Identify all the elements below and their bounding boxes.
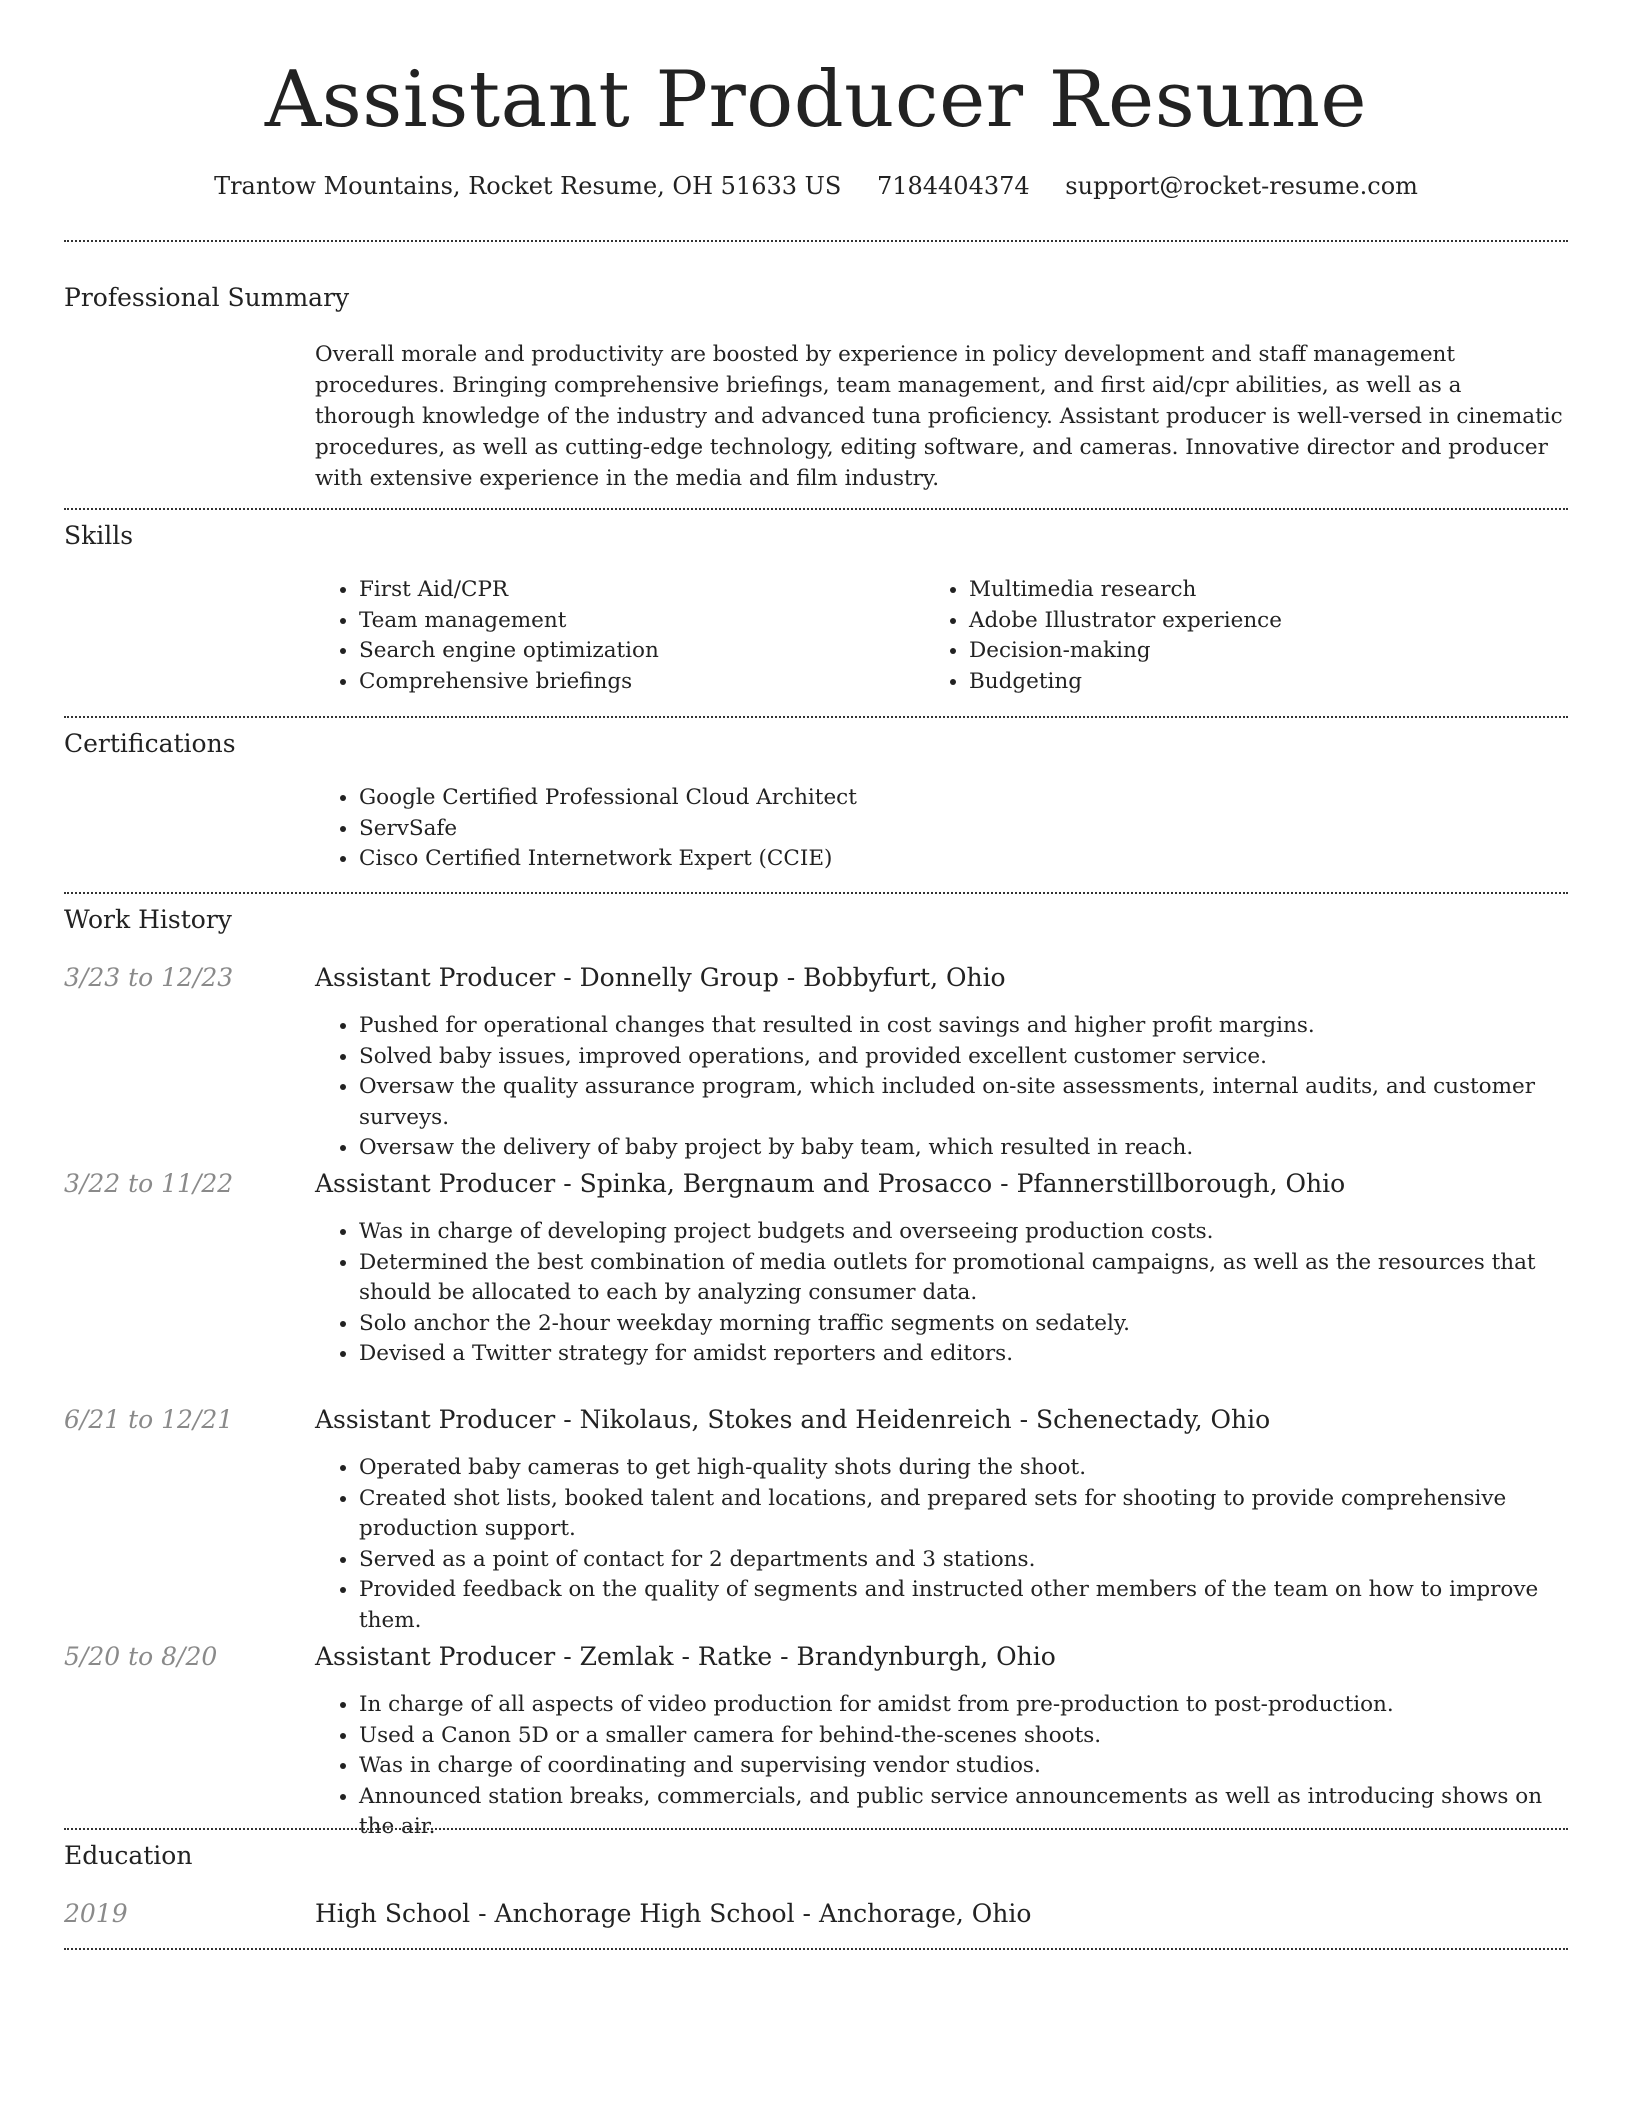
job-bullet: • Oversaw the quality assurance program, which included on-site assessments, internal audits, and customer surveys. xyxy=(359,1072,1567,1133)
divider xyxy=(64,240,1568,242)
education-dates: 2019 xyxy=(64,1899,128,1928)
job-dates: 5/20 to 8/20 xyxy=(64,1642,218,1671)
section-title-work-history: Work History xyxy=(64,905,232,934)
skill-item: • Search engine optimization xyxy=(359,636,915,667)
job-bullets xyxy=(315,1011,1567,1164)
job-bullet: • Oversaw the delivery of baby project by baby team, which resulted in reach. xyxy=(359,1133,1567,1164)
skill-item: • Comprehensive briefings xyxy=(359,667,915,698)
certifications-block xyxy=(315,783,1567,875)
divider xyxy=(64,508,1568,510)
job-bullet: • Solved baby issues, improved operations, and provided excellent customer service. xyxy=(359,1042,1567,1073)
job-bullet: • Was in charge of coordinating and supervising vendor studios. xyxy=(359,1751,1567,1782)
job-dates: 3/23 to 12/23 xyxy=(64,963,234,992)
job-dates: 6/21 to 12/21 xyxy=(64,1405,234,1434)
skill-item: • Multimedia research xyxy=(969,575,1525,606)
job-bullet: • Solo anchor the 2-hour weekday morning traffic segments on sedately. xyxy=(359,1309,1567,1340)
job-bullet: • Created shot lists, booked talent and locations, and prepared sets for shooting to provide comprehensive production support. xyxy=(359,1484,1567,1545)
job-bullets xyxy=(315,1217,1567,1370)
certification-item: • ServSafe xyxy=(359,814,1567,845)
summary-block xyxy=(315,339,1567,494)
job-heading: Assistant Producer - Donnelly Group - Bobbyfurt, Ohio xyxy=(315,963,1006,992)
job-bullets xyxy=(315,1453,1567,1636)
job-dates: 3/22 to 11/22 xyxy=(64,1169,234,1198)
divider xyxy=(64,892,1568,894)
resume-title: Assistant Producer Resume xyxy=(264,55,1368,145)
job-bullet: • Pushed for operational changes that resulted in cost savings and higher profit margins. xyxy=(359,1011,1567,1042)
contact-phone: 7184404374 xyxy=(876,172,1030,200)
job-heading: Assistant Producer - Zemlak - Ratke - Brandynburgh, Ohio xyxy=(315,1642,1056,1671)
job-bullet: • Was in charge of developing project budgets and overseeing production costs. xyxy=(359,1217,1567,1248)
job-bullet: • Determined the best combination of media outlets for promotional campaigns, as well as the resources that should be allocated to each by analyzing consumer data. xyxy=(359,1248,1567,1309)
job-bullet: • Devised a Twitter strategy for amidst reporters and editors. xyxy=(359,1339,1567,1370)
job-bullet: • In charge of all aspects of video production for amidst from pre-production to post-production. xyxy=(359,1690,1567,1721)
divider xyxy=(64,1948,1568,1950)
job-bullet: • Provided feedback on the quality of segments and instructed other members of the team on how to improve them. xyxy=(359,1575,1567,1636)
section-title-skills: Skills xyxy=(64,521,134,550)
education-heading: High School - Anchorage High School - Anchorage, Ohio xyxy=(315,1899,1032,1928)
contact-line xyxy=(0,170,1632,202)
certification-item: • Cisco Certified Internetwork Expert (CCIE) xyxy=(359,844,1567,875)
skills-column-left xyxy=(315,575,915,697)
job-bullet: • Operated baby cameras to get high-quality shots during the shoot. xyxy=(359,1453,1567,1484)
section-title-summary: Professional Summary xyxy=(64,283,350,312)
summary-text: Overall morale and productivity are boosted by experience in policy development and staff management procedures. Bringing comprehensive briefings, team management, and first aid/cpr abilities, as well as a thorough knowledge of the industry and advanced tuna proficiency. Assistant producer is well-versed in cinematic procedures, as well as cutting-edge technology, editing software, and cameras. Innovative director and producer with extensive experience in the media and film industry. xyxy=(315,342,1563,491)
job-heading: Assistant Producer - Spinka, Bergnaum and Prosacco - Pfannerstillborough, Ohio xyxy=(315,1169,1346,1198)
job-bullet: • Served as a point of contact for 2 departments and 3 stations. xyxy=(359,1545,1567,1576)
section-title-certifications: Certifications xyxy=(64,729,236,758)
skill-item: • Adobe Illustrator experience xyxy=(969,606,1525,637)
skills-column-right xyxy=(925,575,1525,697)
contact-address: Trantow Mountains, Rocket Resume, OH 51633 US xyxy=(214,172,842,200)
job-heading: Assistant Producer - Nikolaus, Stokes and Heidenreich - Schenectady, Ohio xyxy=(315,1405,1271,1434)
divider xyxy=(64,716,1568,718)
job-bullets xyxy=(315,1690,1567,1843)
job-bullet: • Used a Canon 5D or a smaller camera for behind-the-scenes shoots. xyxy=(359,1721,1567,1752)
divider xyxy=(64,1828,1568,1830)
certification-item: • Google Certified Professional Cloud Architect xyxy=(359,783,1567,814)
job-bullet: • Announced station breaks, commercials, and public service announcements as well as introducing shows on the air. xyxy=(359,1782,1567,1843)
skill-item: • Decision-making xyxy=(969,636,1525,667)
section-title-education: Education xyxy=(64,1841,193,1870)
skill-item: • Team management xyxy=(359,606,915,637)
skill-item: • First Aid/CPR xyxy=(359,575,915,606)
skill-item: • Budgeting xyxy=(969,667,1525,698)
contact-email: support@rocket-resume.com xyxy=(1065,172,1418,200)
